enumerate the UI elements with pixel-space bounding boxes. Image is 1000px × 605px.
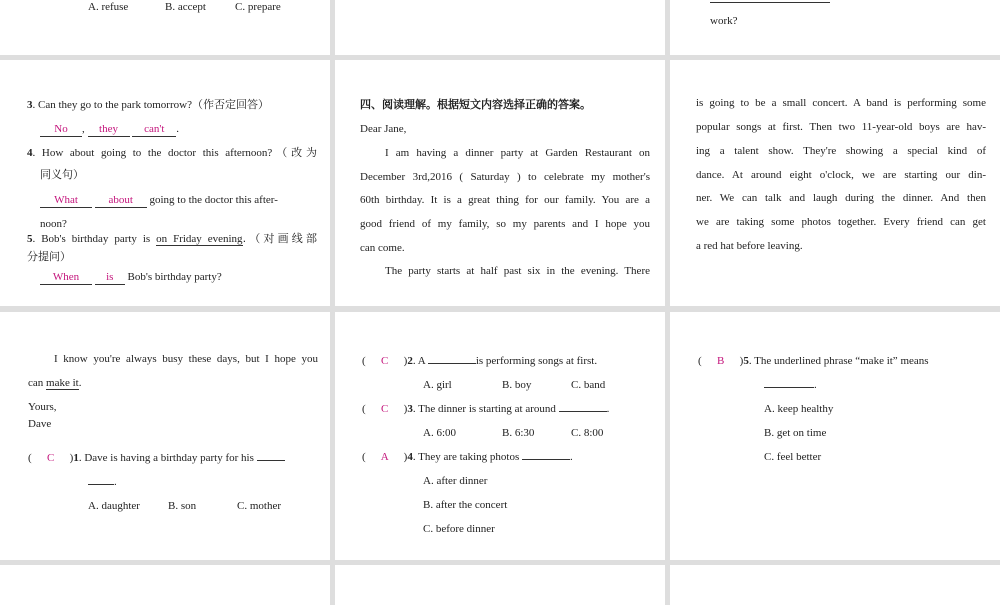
- letter-greeting: Dear Jane,: [360, 123, 407, 135]
- passage-line-4: good friend of my family, so my parents and I hope you: [360, 218, 650, 230]
- panel-reading-2: [670, 60, 1000, 306]
- section-heading: 四、阅读理解。根据短文内容选择正确的答案。: [360, 98, 591, 111]
- q4-option-c: C. before dinner: [423, 523, 495, 535]
- q3-option-c: C. 8:00: [571, 427, 604, 439]
- question-1: ( C )1. Dave is having a birthday party for his: [28, 451, 285, 465]
- question-4: 4. How about going to the doctor this afternoon?（改为: [27, 146, 317, 159]
- question-2: ( C )2. A is performing songs at first.: [362, 355, 598, 367]
- panel-questions-2-4: [335, 312, 665, 560]
- q3-option-b: B. 6:30: [502, 427, 535, 439]
- q5-option-a: A. keep healthy: [764, 403, 834, 415]
- blank-line-fragment: [710, 0, 830, 3]
- q3-option-a: A. 6:00: [423, 427, 456, 439]
- q2-option-c: C. band: [571, 379, 606, 391]
- answer-line-3: No , they can't .: [40, 122, 179, 137]
- passage-line-2: December 3rd,2016 ( Saturday ) to celebrate my mother's: [360, 171, 650, 183]
- passage-line-7: is going to be a small concert. A band is performing some: [696, 97, 986, 109]
- q2-option-b: B. boy: [502, 379, 532, 391]
- passage-line-11: ner. We can talk and laugh during the dinner. And then: [696, 192, 986, 204]
- answer-line-5: When is Bob's birthday party?: [40, 270, 222, 285]
- underlined-phrase: make it: [46, 377, 79, 389]
- q4-option-a: A. after dinner: [423, 475, 488, 487]
- q1-option-b: B. son: [168, 500, 197, 512]
- q5-option-b: B. get on time: [764, 427, 827, 439]
- passage-line-13: a red hat before leaving.: [696, 240, 803, 252]
- option-b: B. accept: [165, 1, 206, 13]
- panel-bottom-left: [0, 565, 330, 605]
- q5-option-c: C. feel better: [764, 451, 822, 463]
- question-4-note: 同义句）: [40, 168, 84, 181]
- letter-closing: Yours,: [28, 401, 57, 413]
- q2-option-a: A. girl: [423, 379, 452, 391]
- passage-line-5: can come.: [360, 242, 405, 254]
- panel-top-left: [0, 0, 330, 55]
- question-3: 3. Can they go to the park tomorrow?（作否定回答）: [27, 98, 269, 111]
- panel-question-5: [670, 312, 1000, 560]
- question-3: ( C )3. The dinner is starting at around .: [362, 403, 610, 415]
- panel-bottom-middle: [335, 565, 665, 605]
- passage-line-14: I know you're always busy these days, but I hope you: [54, 353, 318, 365]
- passage-line-1: I am having a dinner party at Garden Restaurant on: [385, 147, 650, 159]
- answer-line-4: What about going to the doctor this after-: [40, 193, 278, 208]
- panel-reading-1: [335, 60, 665, 306]
- question-tail: work?: [710, 15, 738, 27]
- q1-option-a: A. daughter: [88, 500, 140, 512]
- answer-line-4-cont: noon?: [40, 218, 67, 230]
- panel-fill-in: [0, 60, 330, 306]
- q1-option-c: C. mother: [237, 500, 281, 512]
- panel-letter-end: [0, 312, 330, 560]
- question-5: 5. Bob's birthday party is on Friday evening.（对画线部: [27, 232, 317, 245]
- panel-top-right: [670, 0, 1000, 55]
- passage-line-3: 60th birthday. It is a great thing for our family. You are a: [360, 194, 650, 206]
- option-a: A. refuse: [88, 1, 129, 13]
- option-c: C. prepare: [235, 1, 281, 13]
- passage-line-9: ing a talent show. They're showing a special kind of: [696, 145, 986, 157]
- question-5: ( B )5. The underlined phrase “make it” means: [698, 355, 929, 367]
- question-1-cont: .: [88, 475, 117, 489]
- question-5-note: 分提问）: [27, 250, 71, 263]
- passage-line-12: we are taking some photos together. Every friend can get: [696, 216, 986, 228]
- passage-line-15: can make it.: [28, 377, 82, 389]
- panel-top-middle: [335, 0, 665, 55]
- question-4: ( A )4. They are taking photos .: [362, 451, 573, 463]
- q4-option-b: B. after the concert: [423, 499, 508, 511]
- passage-line-10: dance. At around eight o'clock, we are starting our din-: [696, 169, 986, 181]
- panel-bottom-right: [670, 565, 1000, 605]
- letter-signature: Dave: [28, 418, 52, 430]
- question-5-cont: .: [764, 378, 817, 392]
- passage-line-6: The party starts at half past six in the evening. There: [385, 265, 650, 277]
- passage-line-8: popular songs at first. Then two 11-year-old boys are hav-: [696, 121, 986, 133]
